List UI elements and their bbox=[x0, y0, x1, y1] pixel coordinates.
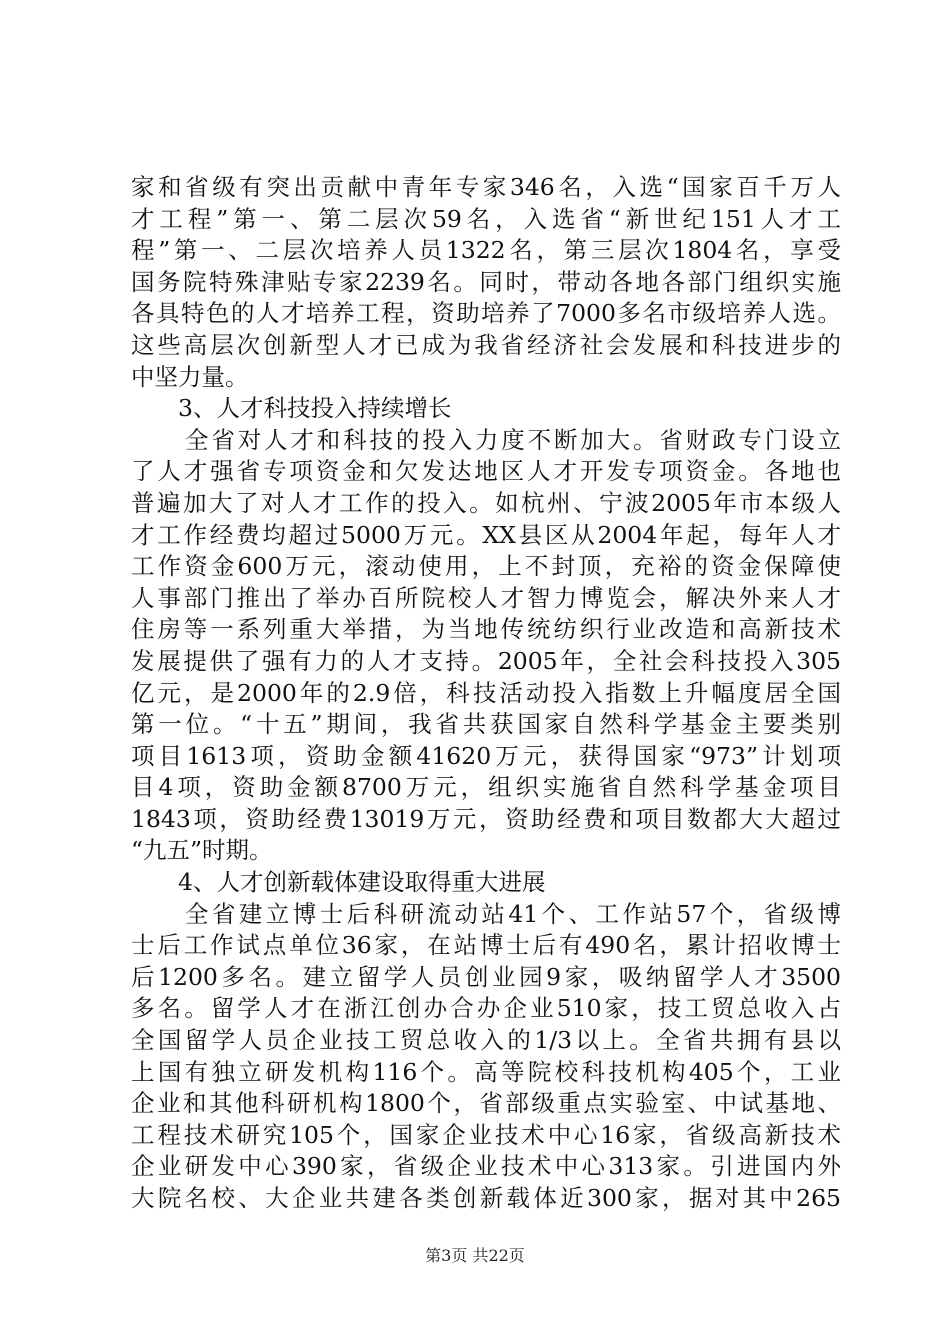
text-line: 中坚力量。 bbox=[131, 362, 249, 391]
text-line: 工程技术研究105个，国家企业技术中心16家，省级高新技术 bbox=[131, 1120, 841, 1149]
text-line: 多名。留学人才在浙江创办合办企业510家，技工贸总收入占 bbox=[131, 994, 841, 1023]
text-line: 住房等一系列重大举措，为当地传统纺织行业改造和高新技术 bbox=[131, 615, 841, 644]
text-line: 后1200多名。建立留学人员创业园9家，吸纳留学人才3500 bbox=[131, 962, 841, 991]
text-line: “九五”时期。 bbox=[131, 836, 273, 865]
text-line: 大院名校、大企业共建各类创新载体近300家，据对其中265 bbox=[131, 1184, 841, 1212]
text-line: 人事部门推出了举办百所院校人才智力博览会，解决外来人才 bbox=[131, 583, 841, 612]
text-line: 工作资金600万元，滚动使用，上不封顶，充裕的资金保障使 bbox=[131, 552, 841, 581]
text-line: 了人才强省专项资金和欠发达地区人才开发专项资金。各地也 bbox=[131, 457, 841, 486]
body-text bbox=[131, 172, 841, 1215]
text-line: 企业和其他科研机构1800个，省部级重点实验室、中试基地、 bbox=[131, 1089, 841, 1118]
text-line: 第一位。“十五”期间，我省共获国家自然科学基金主要类别 bbox=[131, 710, 841, 739]
text-line: 全国留学人员企业技工贸总收入的1/3以上。全省共拥有县以 bbox=[131, 1026, 841, 1055]
text-line: 发展提供了强有力的人才支持。2005年，全社会科技投入305 bbox=[131, 646, 841, 675]
text-line: 程”第一、二层次培养人员1322名，第三层次1804名，享受 bbox=[131, 236, 841, 265]
text-line: 国务院特殊津贴专家2239名。同时，带动各地各部门组织实施 bbox=[131, 267, 841, 296]
text-line: 全省对人才和科技的投入力度不断加大。省财政专门设立 bbox=[185, 425, 841, 454]
text-line: 上国有独立研发机构116个。高等院校科技机构405个，工业 bbox=[131, 1057, 841, 1086]
text-line: 1843项，资助经费13019万元，资助经费和项目数都大大超过 bbox=[131, 804, 841, 833]
text-line: 项目1613项，资助金额41620万元，获得国家“973”计划项 bbox=[131, 741, 841, 770]
text-line: 普遍加大了对人才工作的投入。如杭州、宁波2005年市本级人 bbox=[131, 488, 841, 517]
page-number-footer: 第3页 共22页 bbox=[425, 1246, 525, 1265]
section-heading: 3、人才科技投入持续增长 bbox=[178, 394, 452, 423]
text-line: 企业研发中心390家，省级企业技术中心313家。引进国内外 bbox=[131, 1152, 841, 1181]
text-line: 士后工作试点单位36家，在站博士后有490名，累计招收博士 bbox=[131, 931, 841, 960]
text-line: 亿元，是2000年的2.9倍，科技活动投入指数上升幅度居全国 bbox=[131, 678, 841, 707]
text-line: 各具特色的人才培养工程，资助培养了7000多名市级培养人选。 bbox=[131, 299, 841, 328]
section-heading: 4、人才创新载体建设取得重大进展 bbox=[178, 868, 546, 897]
text-line: 家和省级有突出贡献中青年专家346名，入选“国家百千万人 bbox=[131, 173, 841, 201]
text-line: 才工程”第一、第二层次59名，入选省“新世纪151人才工 bbox=[131, 204, 841, 233]
text-line: 才工作经费均超过5000万元。XX县区从2004年起，每年人才 bbox=[131, 520, 841, 549]
text-line: 全省建立博士后科研流动站41个、工作站57个，省级博 bbox=[185, 899, 841, 928]
text-line: 目4项，资助金额8700万元，组织实施省自然科学基金项目 bbox=[131, 773, 841, 802]
text-line: 这些高层次创新型人才已成为我省经济社会发展和科技进步的 bbox=[131, 330, 841, 359]
